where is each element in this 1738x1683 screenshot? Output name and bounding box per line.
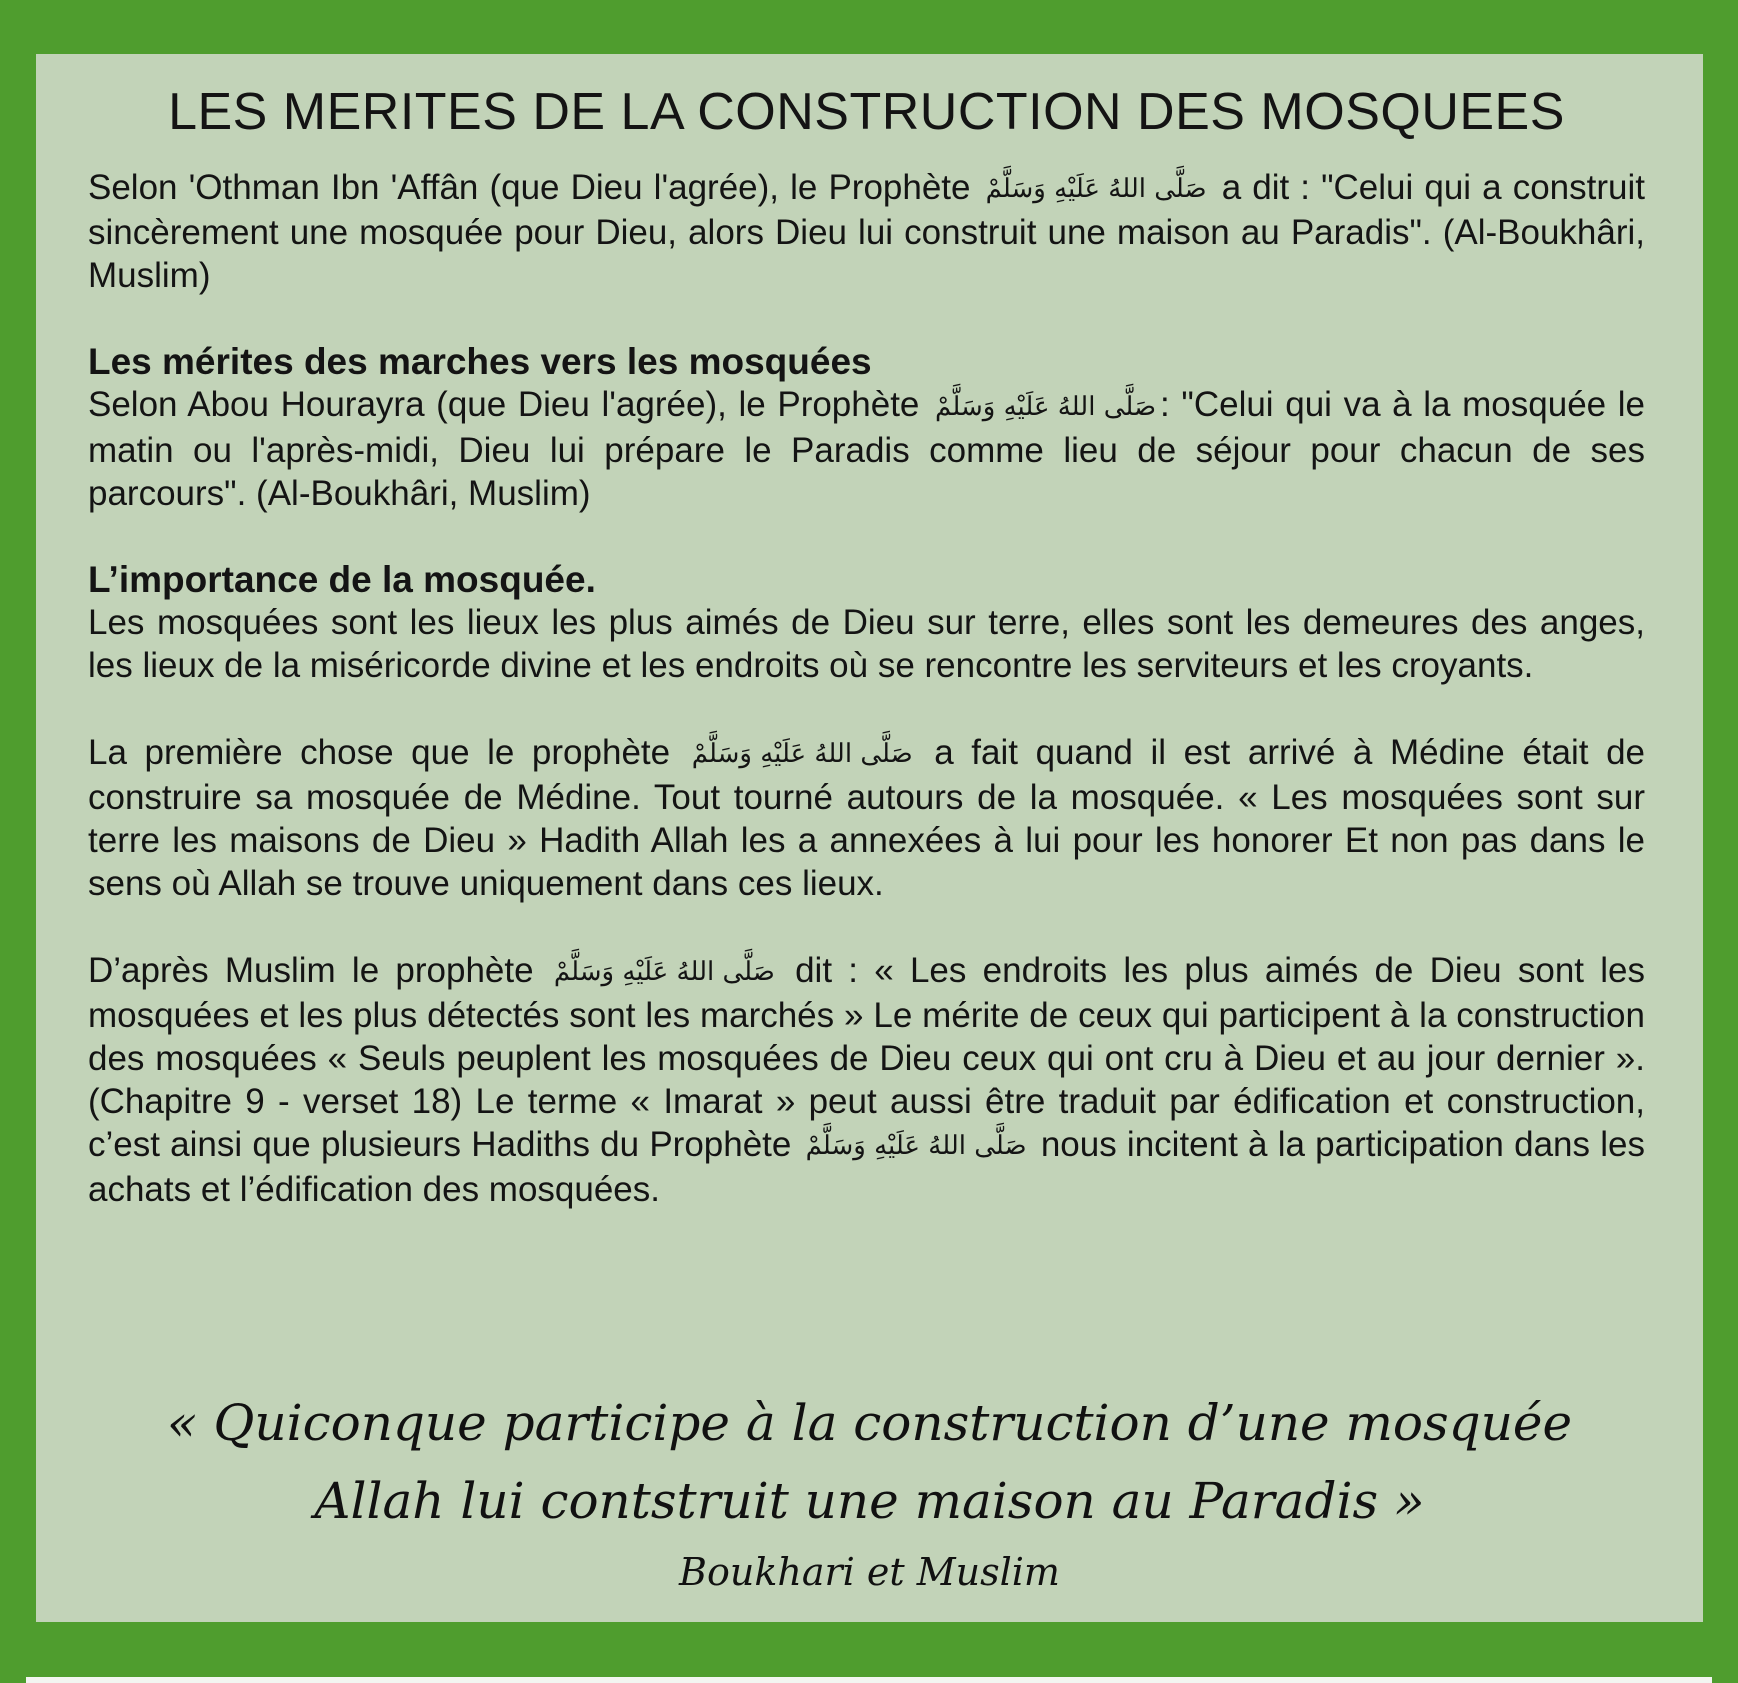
section-heading: L’importance de la mosquée. [88,558,596,600]
content-panel [36,54,1703,1622]
medina-text: La première chose que le prophète صَلَّى اللهُ عَلَيْهِ وَسَلَّمْ a fait quand il est arrivé à Médine était de construire sa mosquée de Médine. Tout tourné autours de la mosquée. « Les mosquées sont sur terre les maisons de Dieu » Hadith Allah les a annexées à lui pour les honorer Et non pas dans le sens où Allah se trouve uniquement dans ces lieux. [88,732,1645,903]
quote-source: Boukhari et Muslim [679,1550,1060,1594]
hadith-othman: Selon 'Othman Ibn 'Affân (que Dieu l'agrée), le Prophète صَلَّى اللهُ عَلَيْهِ وَسَلَّمْ a dit : "Celui qui a construit sincèrement une mosquée pour Dieu, alors Dieu lui construit une maison au Paradis". (Al-Boukhâri, Muslim) [88,168,1645,296]
section-medina [88,731,1645,905]
hadith-abou-hourayra: Selon Abou Hourayra (que Dieu l'agrée), le Prophète صَلَّى اللهُ عَلَيْهِ وَسَلَّمْ : "Celui qui va à la mosquée le matin ou l'après-midi, Dieu lui prépare le Paradis comme lieu de séjour pour chacun de ses parcours". (Al-Boukhâri, Muslim) [88,385,1645,513]
section-building-merit [88,166,1645,297]
pbuh-calligraphy-icon: صَلَّى اللهُ عَلَيْهِ وَسَلَّمْ [935,391,1157,422]
section-walking-merit [88,341,1645,514]
page-title: LES MERITES DE LA CONSTRUCTION DES MOSQUEES [168,83,1565,141]
quote-line-2: Allah lui contstruit une maison au Paradis » [314,1472,1425,1530]
bottom-strip [26,1677,1712,1683]
section-importance [88,559,1645,687]
pbuh-calligraphy-icon: صَلَّى اللهُ عَلَيْهِ وَسَلَّمْ [985,174,1207,205]
pbuh-calligraphy-icon: صَلَّى اللهُ عَلَيْهِ وَسَلَّمْ [553,957,775,987]
quote-line-1: « Quiconque participe à la construction d’une mosquée [166,1394,1573,1452]
section-heading: Les mérites des marches vers les mosquées [88,341,872,383]
pbuh-calligraphy-icon: صَلَّى اللهُ عَلَيْهِ وَسَلَّمْ [691,738,913,769]
pbuh-calligraphy-icon: صَلَّى اللهُ عَلَيْهِ وَسَلَّمْ [805,1131,1027,1162]
section-muslim-hadith [88,949,1645,1212]
closing-quote [36,1384,1703,1598]
importance-text: Les mosquées sont les lieux les plus aimés de Dieu sur terre, elles sont les demeures des anges, les lieux de la miséricorde divine et les endroits où se rencontre les serviteurs et les croyants. [88,602,1645,685]
muslim-text: D’après Muslim le prophète صَلَّى اللهُ عَلَيْهِ وَسَلَّمْ dit : « Les endroits les plus aimés de Dieu sont les mosquées et les plus détectés sont les marchés » Le mérite de ceux qui participent à la construction des mosquées « Seuls peuplent les mosquées de Dieu ceux qui ont cru à Dieu et au jour dernier ». (Chapitre 9 - verset 18) Le terme « Imarat » peut aussi être traduit par édification et construction, c’est ainsi que plusieurs Hadiths du Prophète صَلَّى اللهُ عَلَيْهِ وَسَلَّمْ nous incitent à la participation dans les achats et l’édification des mosquées. [88,950,1645,1210]
